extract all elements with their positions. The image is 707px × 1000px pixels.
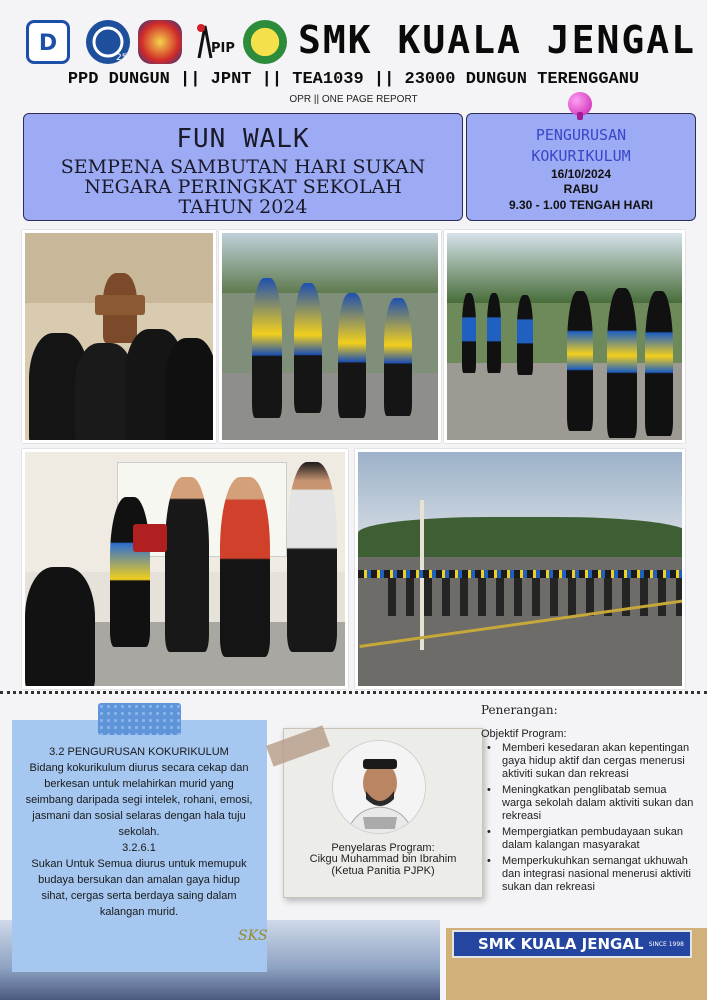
svg-text:PIP: PIP [211,41,235,56]
event-time: 9.30 - 1.00 TENGAH HARI [508,198,654,212]
dungun-logo [26,20,70,64]
washi-tape-decoration [98,703,181,735]
event-title-box [23,113,463,221]
girls-walking-photo [444,230,685,443]
event-day: RABU [563,182,599,196]
objective-item: • Memberi kesedaran akan kepentingan gaya hidup aktif dan cergas menerusi aktiviti sukan dan rekreasi [485,742,695,781]
note-sub-heading: 3.2.6.1 [122,842,156,854]
students-walking-photo [219,230,441,443]
school-crest-logo [243,20,287,64]
pip-logo [193,20,237,64]
objective-item: • Meningkatkan penglibatab semua warga sekolah dalam aktiviti sukan dan rekreasi [485,784,695,823]
note-paragraph-2: Sukan Untuk Semua diurus untuk memupuk budaya bersukan dan amalan gaya hidup sihat, cergas serta berdaya saing dalam kalangan murid. [31,858,247,918]
note-paragraph-1: Bidang kokurikulum diurus secara cekap dan berkesan untuk melahirkan murid yang seimbang daripada segi intelek, rohani, emosi, jasmani dan sosial selaras dengan hala tuju sekolah. [25,762,253,838]
report-type-label: OPR || ONE PAGE REPORT [289,94,418,105]
coordinator-title: Penyelaras Program: [331,842,435,854]
svg-text:25: 25 [116,53,128,63]
coordinator-role: (Ketua Panitia PJPK) [331,865,435,877]
event-date: 16/10/2024 [550,167,612,181]
info-box [466,113,696,221]
objective-item: • Mempergiatkan pembudayaan sukan dalam kalangan masyarakat [485,826,695,852]
assembly-field-photo [355,449,685,689]
prize-giving-photo [22,449,348,689]
section-divider [0,691,707,694]
school-sign-text: SMK KUALA JENGAL [478,935,644,953]
signature: SKS [238,928,268,944]
objectives-title: Objektif Program: [481,728,567,740]
event-subtitle-line-3: TAHUN 2024 [178,196,308,218]
speech-in-hall-photo [22,230,216,443]
kpm-25-logo [86,20,130,64]
event-title: FUN WALK [176,124,310,154]
svg-text:D: D [38,31,58,56]
push-pin-stem [577,112,583,120]
event-subtitle-line-1: SEMPENA SAMBUTAN HARI SUKAN [60,156,426,178]
school-sign [452,930,692,958]
sub-header: PPD DUNGUN || JPNT || TEA1039 || 23000 DUNGUN TERENGGANU [67,70,640,89]
objectives-list [485,742,695,897]
description-heading: Penerangan: [481,703,558,717]
info-heading-1: PENGURUSAN [535,126,627,144]
malaysia-crest-logo [138,20,182,64]
coordinator-avatar [332,740,426,834]
info-heading-2: KOKURIKULUM [531,147,631,165]
school-name: SMK KUALA JENGAL [298,18,697,62]
objective-item: • Memperkukuhkan semangat ukhuwah dan integrasi nasional menerusi aktiviti sukan dan rekreasi [485,855,695,894]
coordinator-name: Cikgu Muhammad bin Ibrahim [309,853,457,865]
note-heading: 3.2 PENGURUSAN KOKURIKULUM [49,746,229,758]
school-sign-since: SINCE 1998 [648,941,684,948]
event-subtitle-line-2: NEGARA PERINGKAT SEKOLAH [84,176,402,198]
kokurikulum-note-box [12,720,267,972]
